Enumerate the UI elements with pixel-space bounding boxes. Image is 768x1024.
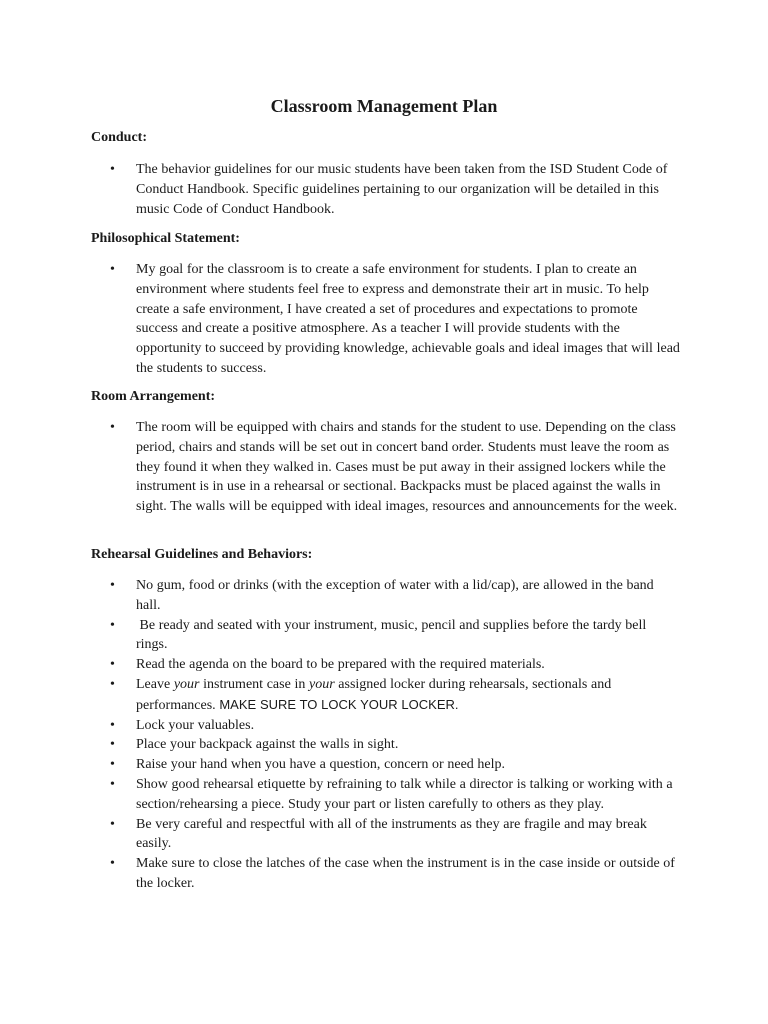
section-heading-rehearsal-guidelines: Rehearsal Guidelines and Behaviors: (91, 547, 313, 562)
list-item (0, 655, 768, 675)
list-item-text: The behavior guidelines for our music students have been taken from the ISD Student Code of Conduct Handbook. Specific guidelines pertaining to our organization will be detailed in this music Code of Conduct Handbook. (136, 162, 668, 217)
list-item-text: No gum, food or drinks (with the exception of water with a lid/cap), are allowed in the band hall. (136, 578, 654, 613)
list-item (0, 160, 768, 219)
section-heading-conduct: Conduct: (91, 130, 148, 145)
bullet-icon: • (110, 676, 115, 692)
bullet-icon: • (110, 757, 115, 773)
bullet-icon: • (110, 420, 115, 435)
bullet-icon: • (110, 578, 115, 593)
bullet-icon: • (110, 717, 115, 733)
page-title: Classroom Management Plan (270, 96, 498, 116)
text-run: Leave (136, 676, 174, 692)
emphasis-text: your (173, 676, 200, 692)
list-item (0, 775, 768, 815)
list-item (0, 815, 768, 855)
text-run: instrument case in (199, 676, 309, 692)
list-item (0, 735, 768, 755)
section-heading-philosophical-statement: Philosophical Statement: (91, 231, 240, 246)
list-item-text: The room will be equipped with chairs and stands for the student to use. Depending on the class period, chairs and stands will be set out in concert band order. Students must leave the room as they found it when they walked in. Cases must be put away in their assigned lockers while the instrument is in use in a rehearsal or sectional. Backpacks must be placed against the walls in sight. The walls will be equipped with ideal images, resources and announcements for the week. (136, 420, 678, 515)
philosophy-list (0, 260, 768, 379)
caps-warning-text: MAKE SURE TO LOCK YOUR LOCKER. (219, 696, 459, 712)
bullet-icon: • (110, 816, 115, 832)
rehearsal-guidelines-list (0, 576, 768, 894)
list-item-text: Be very careful and respectful with all of the instruments as they are fragile and may break easily. (136, 816, 647, 852)
bullet-icon: • (110, 617, 115, 633)
list-item (0, 675, 768, 716)
text-run: assigned locker during rehearsals, sectionals and performances. (136, 676, 615, 713)
list-item-text: Lock your valuables. (136, 717, 255, 733)
list-item (0, 418, 768, 517)
section-heading-room-arrangement: Room Arrangement: (91, 389, 216, 404)
list-item-text (136, 677, 615, 713)
list-item (0, 755, 768, 775)
bullet-icon: • (110, 657, 115, 673)
list-item (0, 576, 768, 616)
conduct-list (0, 160, 768, 219)
list-item-text: Be ready and seated with your instrument, music, pencil and supplies before the tardy bell rings. (136, 617, 650, 653)
list-item-text: My goal for the classroom is to create a safe environment for students. I plan to create an environment where students feel free to express and demonstrate their art in music. To help create a safe environment, I have created a set of procedures and expectations to promote success and create a positive atmosphere. As a teacher I will provide students with the opportunity to succeed by providing knowledge, achievable goals and ideal images that will lead the students to success. (136, 262, 680, 376)
list-item (0, 716, 768, 736)
list-item-text: Read the agenda on the board to be prepared with the required materials. (136, 657, 545, 673)
list-item (0, 854, 768, 894)
bullet-icon: • (110, 162, 115, 177)
bullet-icon: • (110, 737, 115, 753)
list-item (0, 260, 768, 379)
bullet-icon: • (110, 262, 115, 277)
bullet-icon: • (110, 776, 115, 792)
list-item-text: Show good rehearsal etiquette by refraining to talk while a director is talking or working with a section/rehearsing a piece. Study your part or listen carefully to others as they play. (136, 776, 673, 812)
list-item (0, 616, 768, 656)
bullet-icon: • (110, 856, 115, 872)
room-arrangement-list (0, 418, 768, 517)
list-item-text: Make sure to close the latches of the case when the instrument is in the case inside or outside of the locker. (136, 856, 675, 891)
list-item-text: Raise your hand when you have a question, concern or need help. (136, 757, 506, 773)
list-item-text: Place your backpack against the walls in sight. (136, 737, 399, 753)
emphasis-text: your (308, 676, 335, 692)
